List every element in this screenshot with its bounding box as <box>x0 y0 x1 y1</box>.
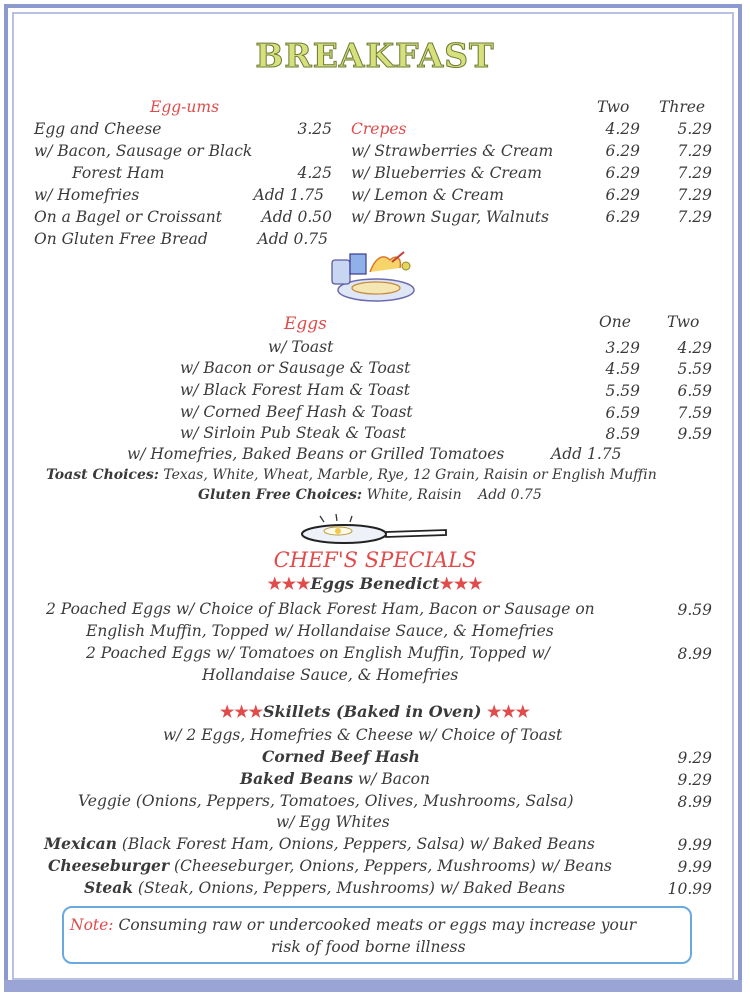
eggums-item-label: Egg and Cheese <box>34 120 162 138</box>
specials-heading: CHEF'S SPECIALS <box>273 548 477 572</box>
gluten-free-price: Add 0.75 <box>478 487 542 503</box>
benedict-item-line1: 2 Poached Eggs w/ Tomatoes on English Muffin, Topped w/ <box>86 644 551 662</box>
skillets-subheading: w/ 2 Eggs, Homefries & Cheese w/ Choice of Toast <box>163 726 563 744</box>
eggs-heading: Eggs <box>284 314 327 334</box>
breakfast-plate-illustration <box>326 250 418 306</box>
skillet-item-price: 8.99 <box>677 793 712 811</box>
eggs-price-one: 6.59 <box>605 404 640 422</box>
crepes-price-two: 6.29 <box>605 142 640 160</box>
skillet-item-price: 9.29 <box>677 771 712 789</box>
crepes-price-three: 7.29 <box>677 208 712 226</box>
star-icons: ★★★ <box>439 574 483 593</box>
eggums-item-price: Add 0.50 <box>261 208 332 226</box>
eggums-item-price: 3.25 <box>297 120 332 138</box>
skillet-item <box>276 812 390 832</box>
note-text: Consuming raw or undercooked meats or eggs may increase your <box>113 916 637 934</box>
crepes-price-two: 6.29 <box>605 208 640 226</box>
eggums-item-price: Add 1.75 <box>253 186 324 204</box>
skillet-item-name: Baked Beans <box>240 769 353 788</box>
eggs-addon-label: w/ Homefries, Baked Beans or Grilled Tomatoes <box>127 445 505 463</box>
eggums-item-label: On a Bagel or Croissant <box>34 208 222 226</box>
benedict-item-line2: English Muffin, Topped w/ Hollandaise Sauce, & Homefries <box>86 622 554 640</box>
skillet-item-price: 10.99 <box>667 880 712 898</box>
eggs-price-two: 7.59 <box>677 404 712 422</box>
skillet-item-price: 9.29 <box>677 749 712 767</box>
eggs-price-one: 8.59 <box>605 425 640 443</box>
menu-frame-bottom-bar <box>4 980 742 992</box>
eggums-item-price: 4.25 <box>297 164 332 182</box>
crepes-price-three: 5.29 <box>677 120 712 138</box>
crepes-item-label: w/ Lemon & Cream <box>351 186 504 204</box>
eggs-price-one: 5.59 <box>605 382 640 400</box>
skillet-item-desc: Veggie (Onions, Peppers, Tomatoes, Olives, Mushrooms, Salsa) <box>78 792 574 810</box>
skillet-item <box>78 791 574 811</box>
skillet-item-name: Mexican <box>44 834 117 853</box>
skillet-item-desc: (Cheeseburger, Onions, Peppers, Mushrooms) w/ Beans <box>169 857 612 875</box>
benedict-heading: Eggs Benedict <box>310 574 440 593</box>
crepes-price-two: 6.29 <box>605 186 640 204</box>
skillets-heading-line <box>0 702 750 722</box>
eggs-item-label: w/ Bacon or Sausage & Toast <box>180 359 411 377</box>
skillet-item-price: 9.99 <box>677 858 712 876</box>
eggs-addon-price: Add 1.75 <box>551 445 622 463</box>
crepes-item-label: w/ Blueberries & Cream <box>351 164 542 182</box>
toast-choices-line <box>46 465 657 485</box>
skillet-item-desc: w/ Egg Whites <box>276 813 390 831</box>
eggs-item-label: w/ Black Forest Ham & Toast <box>180 381 410 399</box>
eggs-price-two: 9.59 <box>677 425 712 443</box>
eggums-heading: Egg-ums <box>150 98 220 116</box>
skillet-item-name: Corned Beef Hash <box>262 747 420 766</box>
benedict-item-price: 9.59 <box>677 601 712 619</box>
gluten-free-text: White, Raisin <box>366 487 462 503</box>
skillets-heading: Skillets (Baked in Oven) <box>263 702 482 721</box>
benedict-item-line2: Hollandaise Sauce, & Homefries <box>202 666 459 684</box>
eggums-item-price: Add 0.75 <box>257 230 328 248</box>
eggs-price-two: 4.29 <box>677 339 712 357</box>
eggs-col-one-header: One <box>599 313 631 331</box>
eggs-price-one: 3.29 <box>605 339 640 357</box>
crepes-heading: Crepes <box>351 120 407 138</box>
gluten-free-line <box>198 485 542 505</box>
star-icons: ★★★ <box>486 702 531 721</box>
crepes-price-two: 4.29 <box>605 120 640 138</box>
note-line2: risk of food borne illness <box>271 938 466 956</box>
crepes-col-three-header: Three <box>659 98 706 116</box>
gluten-free-label: Gluten Free Choices: <box>198 487 363 503</box>
crepes-price-three: 7.29 <box>677 186 712 204</box>
crepes-col-two-header: Two <box>597 98 630 116</box>
skillet-item-desc: (Steak, Onions, Peppers, Mushrooms) w/ Baked Beans <box>133 879 566 897</box>
skillet-item <box>240 769 430 789</box>
crepes-price-three: 7.29 <box>677 142 712 160</box>
toast-choices-text: Texas, White, Wheat, Marble, Rye, 12 Grain, Raisin or English Muffin <box>163 467 657 483</box>
crepes-price-three: 7.29 <box>677 164 712 182</box>
eggs-item-label: w/ Toast <box>268 338 334 356</box>
crepes-item-label: w/ Brown Sugar, Walnuts <box>351 208 549 226</box>
crepes-price-two: 6.29 <box>605 164 640 182</box>
toast-choices-label: Toast Choices: <box>46 467 159 483</box>
crepes-item-label: w/ Strawberries & Cream <box>351 142 554 160</box>
skillet-item <box>44 834 595 854</box>
eggs-col-two-header: Two <box>667 313 700 331</box>
skillet-item <box>262 747 420 767</box>
eggums-item-label: w/ Homefries <box>34 186 140 204</box>
skillet-item-name: Cheeseburger <box>48 856 170 875</box>
eggums-item-label: Forest Ham <box>72 164 165 182</box>
skillet-item-desc: w/ Bacon <box>352 770 430 788</box>
eggs-item-label: w/ Corned Beef Hash & Toast <box>180 403 413 421</box>
eggs-item-label: w/ Sirloin Pub Steak & Toast <box>180 424 407 442</box>
benedict-item-price: 8.99 <box>677 645 712 663</box>
star-icons: ★★★ <box>267 574 311 593</box>
skillet-item <box>84 878 565 898</box>
page-title: BREAKFAST <box>255 36 495 75</box>
skillet-item-price: 9.99 <box>677 836 712 854</box>
eggs-price-two: 5.59 <box>677 360 712 378</box>
eggums-item-label: w/ Bacon, Sausage or Black <box>34 142 253 160</box>
eggs-price-two: 6.59 <box>677 382 712 400</box>
skillet-item-desc: (Black Forest Ham, Onions, Peppers, Salsa) w/ Baked Beans <box>116 835 595 853</box>
frying-pan-illustration <box>296 512 452 548</box>
benedict-item-line1: 2 Poached Eggs w/ Choice of Black Forest Ham, Bacon or Sausage on <box>46 600 595 618</box>
eggs-price-one: 4.59 <box>605 360 640 378</box>
eggums-item-label: On Gluten Free Bread <box>34 230 208 248</box>
note-line1 <box>70 915 636 935</box>
benedict-heading-line <box>0 574 750 594</box>
star-icons: ★★★ <box>219 702 263 721</box>
skillet-item <box>48 856 612 876</box>
skillet-item-name: Steak <box>84 878 133 897</box>
note-label: Note: <box>70 916 114 934</box>
